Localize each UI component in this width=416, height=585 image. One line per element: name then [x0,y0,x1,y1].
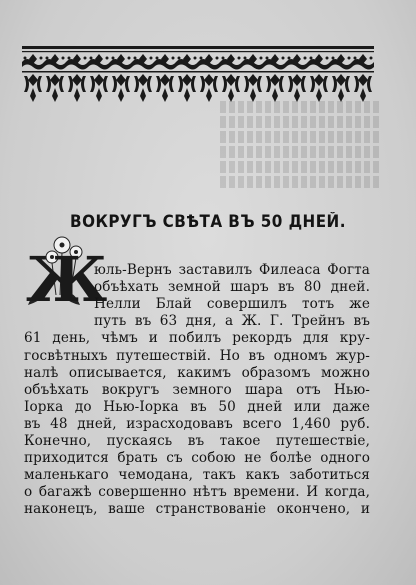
text-line: налѣ описывается, какимъ образомъ можно [24,364,370,381]
text-line: наконецъ, ваше странствованіе окончено, и [24,501,370,518]
text-line: объѣхать вокругъ земного шара отъ Нью- [24,381,370,398]
text-line: Іорка до Нью-Іорка въ 50 дней или даже [24,398,370,415]
ornamental-header-band [22,46,374,104]
text-line: 61 день, чѣмъ и побилъ рекордъ для кру- [24,330,370,347]
text-line: Нелли Блай совершилъ тотъ же [94,296,370,313]
text-line: о багажѣ совершенно нѣтъ времени. И когда, [24,484,370,501]
text-line: въ 48 дней, израсходовавъ всего 1,460 руб. [24,415,370,432]
show-through-text [220,98,380,208]
text-line: маленькаго чемодана, такъ какъ заботиться [24,467,370,484]
text-line: объѣхать земной шаръ въ 80 дней. [94,279,370,296]
chapter-title: ВОКРУГЪ СВѢТА ВЪ 50 ДНЕЙ. [70,212,346,231]
drop-cap-letter: Ж [26,243,108,316]
text-line: путь въ 63 дня, а Ж. Г. Трейнъ въ [94,313,370,330]
text-line: Конечно, пускаясь въ такое путешествіе, [24,433,370,449]
decorated-initial [22,235,108,316]
text-line: госвѣтныхъ путешествій. Но въ одномъ жур- [24,347,370,364]
text-line: юль-Вернъ заставилъ Филеаса Фогта [94,262,370,278]
text-line: приходится брать съ собою не болѣе одного [24,450,370,467]
